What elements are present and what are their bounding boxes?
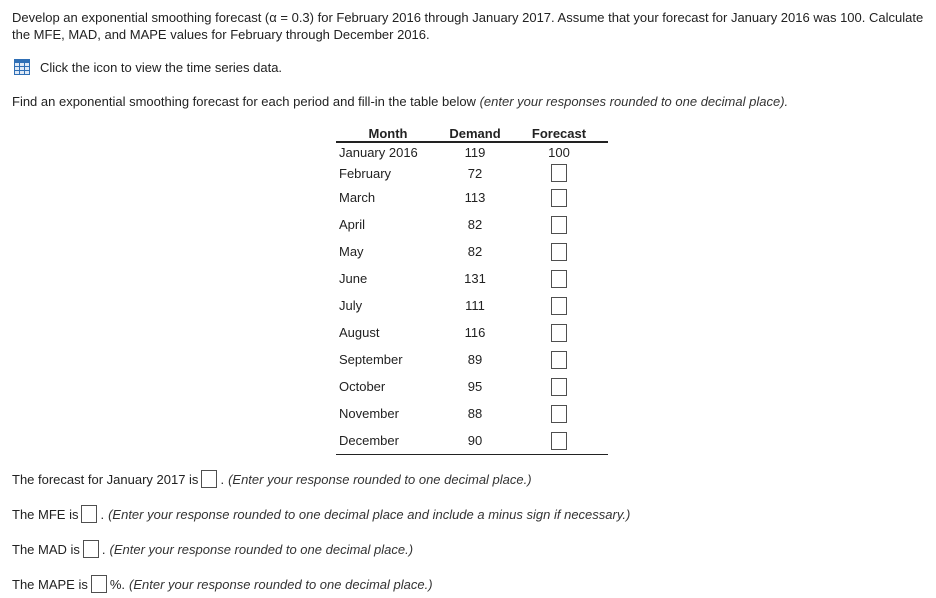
instruction-note: (enter your responses rounded to one decimal place). <box>479 94 789 109</box>
month-cell: July <box>339 298 363 313</box>
answer-suffix: . <box>101 541 106 557</box>
answer-suffix: %. <box>109 576 126 592</box>
forecast-input-april[interactable] <box>551 216 567 234</box>
answer-suffix: . <box>220 471 225 487</box>
demand-cell: 89 <box>467 352 483 367</box>
table-row <box>336 427 608 455</box>
mape-input[interactable] <box>91 575 107 593</box>
mad-input[interactable] <box>83 540 99 558</box>
forecast-input-may[interactable] <box>551 243 567 261</box>
forecast-input-july[interactable] <box>551 297 567 315</box>
table-grid-icon[interactable] <box>14 59 30 75</box>
table-row <box>336 211 608 238</box>
table-row <box>336 265 608 292</box>
forecast-input-june[interactable] <box>551 270 567 288</box>
problem-statement <box>12 9 930 43</box>
month-cell: April <box>339 217 366 232</box>
table-row <box>336 319 608 346</box>
table-row <box>336 346 608 373</box>
header-month: Month <box>336 123 440 142</box>
forecast-input-august[interactable] <box>551 324 567 342</box>
jan2017-forecast-input[interactable] <box>201 470 217 488</box>
demand-cell: 90 <box>440 427 510 455</box>
data-link-text: Click the icon to view the time series data. <box>40 59 283 75</box>
table-row <box>336 292 608 319</box>
forecast-input-november[interactable] <box>551 405 567 423</box>
month-cell: January 2016 <box>339 145 418 160</box>
answer-suffix: . <box>100 506 105 522</box>
demand-cell: 82 <box>467 217 483 232</box>
answer-mape <box>12 574 433 594</box>
forecast-table <box>336 123 608 455</box>
month-cell: February <box>339 165 392 181</box>
table-row <box>336 373 608 400</box>
table-row <box>336 162 608 184</box>
header-forecast: Forecast <box>510 123 608 142</box>
month-cell: August <box>339 325 380 340</box>
demand-cell: 116 <box>464 325 486 340</box>
answer-label: The MFE is <box>12 506 79 522</box>
month-cell: December <box>339 433 399 448</box>
forecast-cell: 100 <box>548 145 570 160</box>
problem-line-1: Develop an exponential smoothing forecast (α = 0.3) for February 2016 through January 2017. Assume that your forecast for January 2016 was 100. Calculate <box>12 10 924 25</box>
problem-line-2: the MFE, MAD, and MAPE values for February through December 2016. <box>12 27 430 42</box>
demand-cell: 119 <box>464 145 486 160</box>
answer-note: (Enter your response rounded to one decimal place.) <box>109 541 414 557</box>
forecast-input-february[interactable] <box>551 164 567 182</box>
answer-jan2017 <box>12 469 532 489</box>
answer-label: The MAD is <box>12 541 80 557</box>
answer-mfe <box>12 504 630 524</box>
demand-cell: 88 <box>467 406 483 421</box>
table-row <box>336 184 608 211</box>
demand-cell: 131 <box>464 271 486 286</box>
month-cell: June <box>339 271 368 286</box>
answer-label: The MAPE is <box>12 576 88 592</box>
month-cell: November <box>339 406 399 421</box>
answer-label: The forecast for January 2017 is <box>12 471 199 487</box>
answer-note: (Enter your response rounded to one decimal place and include a minus sign if necessary.) <box>108 506 631 522</box>
month-cell: May <box>339 244 364 259</box>
demand-cell: 111 <box>465 298 485 313</box>
instruction-main: Find an exponential smoothing forecast for each period and fill-in the table below <box>12 94 480 109</box>
answer-note: (Enter your response rounded to one decimal place.) <box>129 576 433 592</box>
table-header-row <box>336 123 608 142</box>
header-demand: Demand <box>440 123 510 142</box>
demand-cell: 82 <box>467 244 483 259</box>
table-row <box>336 400 608 427</box>
table-row <box>336 238 608 265</box>
forecast-input-december[interactable] <box>551 432 567 450</box>
time-series-data-link[interactable] <box>14 58 282 76</box>
forecast-input-march[interactable] <box>551 189 567 207</box>
month-cell: September <box>339 352 403 367</box>
answer-mad <box>12 539 413 559</box>
month-cell: October <box>339 379 386 394</box>
table-row <box>336 142 608 162</box>
demand-cell: 95 <box>467 379 483 394</box>
mfe-input[interactable] <box>81 505 97 523</box>
forecast-input-september[interactable] <box>551 351 567 369</box>
demand-cell: 72 <box>467 165 483 181</box>
answer-note: (Enter your response rounded to one decimal place.) <box>228 471 532 487</box>
month-cell: March <box>339 190 376 205</box>
instruction <box>12 94 788 109</box>
demand-cell: 113 <box>464 190 486 205</box>
forecast-input-october[interactable] <box>551 378 567 396</box>
